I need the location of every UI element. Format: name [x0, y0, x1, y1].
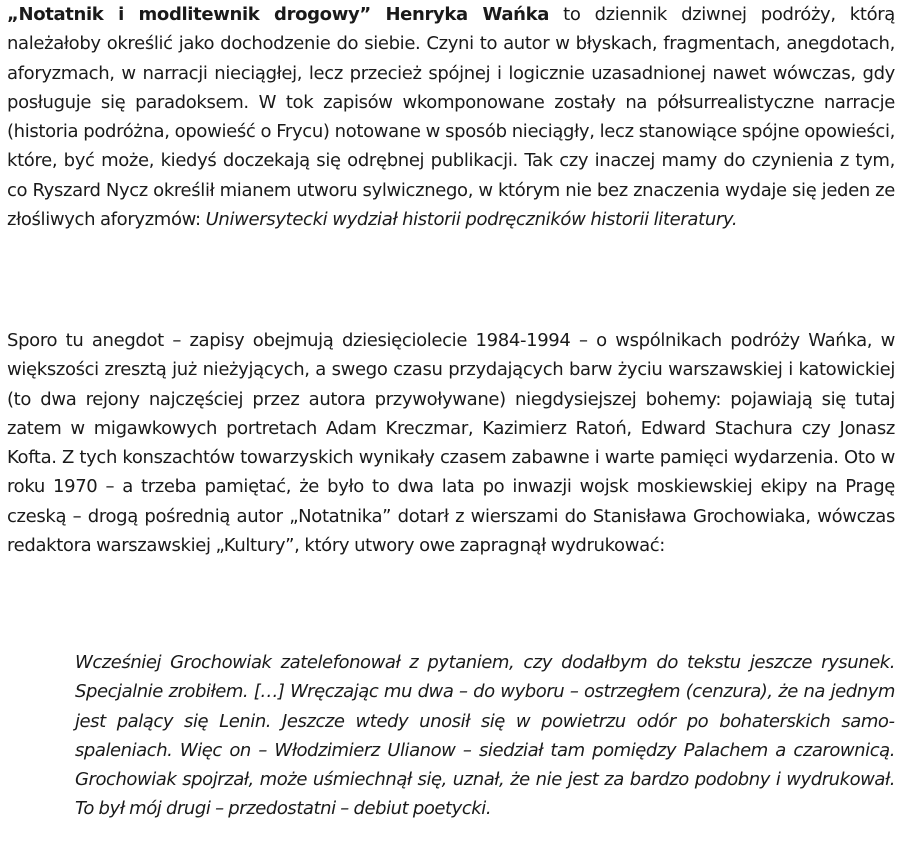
paragraph-intro [7, 0, 895, 234]
book-title: „Notatnik i modlitewnik drogowy” Henryka Wańka [7, 4, 550, 25]
aphorism-quote: Uniwersytecki wydział historii podręczników historii literatury. [205, 209, 738, 231]
paragraph-anecdotes-text: Sporo tu anegdot – zapisy obejmują dziesięciolecie 1984-1994 – o wspólnikach podróży Wańka, w większości zresztą już nieżyjących, a swego czasu przydających barw życiu warszawskiej i katowickiej (to dwa rejony najczęściej przez autora przywoływane) niegdysiejszej bohemy: pojawiają się tutaj zatem w migawkowych portretach Adam Kreczmar, Kazimierz Ratoń, Edward Stachura czy Jonasz Kofta. Z tych konszachtów towarzyskich wynikały czasem zabawne i warte pamięci wydarzenia. Oto w roku 1970 – a trzeba pamiętać, że było to dwa lata po inwazji wojsk moskiewskiej ekipy na Pragę czeską – drogą pośrednią autor „Notatnika” dotarł z wierszami do Stanisława Grochowiaka, wówczas redaktora warszawskiej „Kultury”, który utwory owe zapragnął wydrukować: [7, 330, 895, 557]
paragraph-anecdotes [7, 326, 895, 560]
block-quote [75, 648, 895, 824]
block-quote-text: Wcześniej Grochowiak zatelefonował z pytaniem, czy dodałbym do tekstu jeszcze rysunek. Specjalnie zrobiłem. […] Wręczając mu dwa – do wyboru – ostrzegłem (cenzura), że na jednym jest palący się Lenin. Jeszcze wtedy unosił się w powietrzu odór po bohaterskich samospaleniach. Więc on – Włodzimierz Ulianow – siedział tam pomiędzy Palachem a czarownicą. Grochowiak spojrzał, może uśmiechnął się, uznał, że nie jest za bardzo podobny i wydrukował. To był mój drugi – przedostatni – debiut poetycki. [75, 652, 895, 820]
paragraph-intro-text: to dziennik dziwnej podróży, którą należałoby określić jako dochodzenie do siebie. Czyni to autor w błyskach, fragmentach, anegdotach, aforyzmach, w narracji nieciągłej, lecz przecież spójnej i logicznie uzasadnionej nawet wówczas, gdy posługuje się paradoksem. W tok zapisów wkomponowane zostały na półsurrealistyczne narracje (historia podróżna, opowieść o Frycu) notowane w sposób nieciągły, lecz stanowiące spójne opowieści, które, być może, kiedyś doczekają się odrębnej publikacji. Tak czy inaczej mamy do czynienia z tym, co Ryszard Nycz określił mianem utworu sylwicznego, w którym nie bez znaczenia wydaje się jeden ze złośliwych aforyzmów: [7, 4, 895, 231]
